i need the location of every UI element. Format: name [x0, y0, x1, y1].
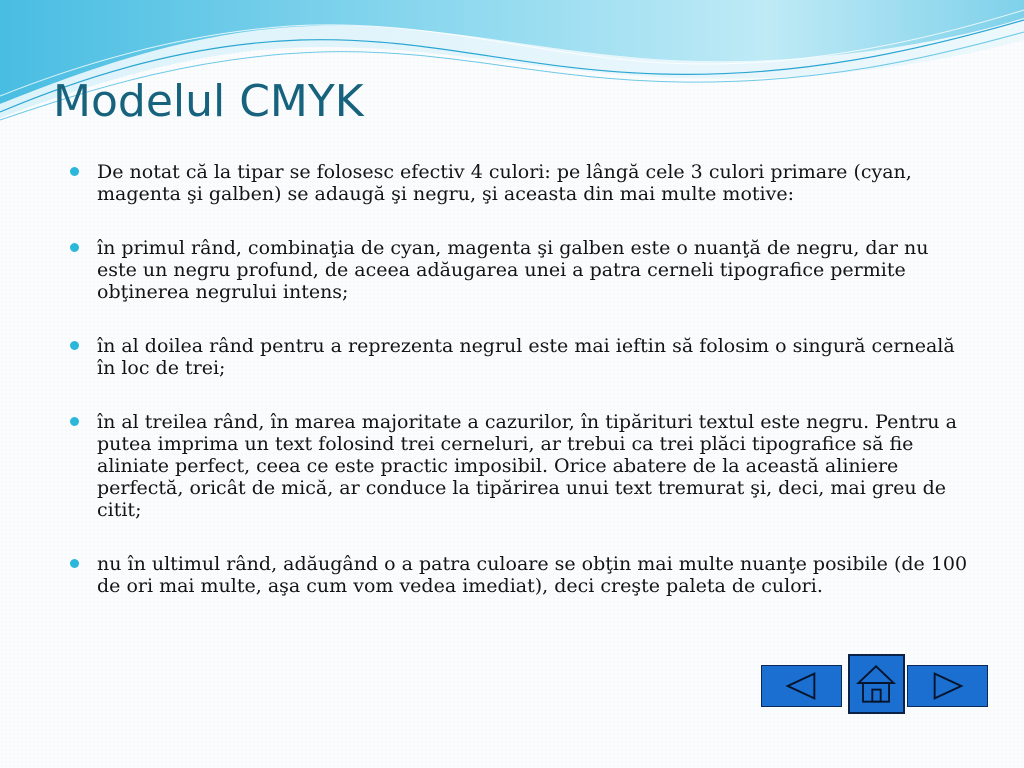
bullet-icon: [70, 417, 79, 426]
house-icon: [850, 656, 903, 712]
list-item: [70, 161, 970, 205]
page-title: Modelul CMYK: [53, 76, 364, 127]
list-item: [70, 335, 970, 379]
triangle-right-icon: [908, 666, 987, 706]
bullet-list: [70, 161, 970, 629]
home-button[interactable]: [848, 654, 905, 714]
triangle-left-icon: [762, 666, 841, 706]
previous-slide-button[interactable]: [761, 665, 842, 707]
navigation-buttons: [761, 654, 991, 716]
bullet-icon: [70, 341, 79, 350]
bullet-text: în al treilea rând, în marea majoritate a cazurilor, în tipărituri textul este negru. Pentru a putea imprima un text folosind trei cerneluri, ar trebui ca trei plăci tipografice să fie aliniate perfect, ceea ce este practic imposibil. Orice abatere de la această aliniere perfectă, oricât de mică, ar conduce la tipărirea unui text tremurat şi, deci, mai greu de citit;: [97, 411, 957, 521]
bullet-icon: [70, 243, 79, 252]
next-slide-button[interactable]: [907, 665, 988, 707]
bullet-icon: [70, 559, 79, 568]
bullet-text: De notat că la tipar se folosesc efectiv 4 culori: pe lângă cele 3 culori primare (cyan, magenta şi galben) se adaugă şi negru, şi aceasta din mai multe motive:: [97, 161, 912, 205]
list-item: [70, 237, 970, 303]
bullet-text: nu în ultimul rând, adăugând o a patra culoare se obţin mai multe nuanţe posibile (de 100 de ori mai multe, aşa cum vom vedea imediat), deci creşte paleta de culori.: [97, 553, 968, 597]
list-item: [70, 553, 970, 597]
bullet-text: în primul rând, combinaţia de cyan, magenta şi galben este o nuanţă de negru, dar nu este un negru profund, de aceea adăugarea unei a patra cerneli tipografice permite obţinerea negrului intens;: [97, 237, 929, 303]
bullet-text: în al doilea rând pentru a reprezenta negrul este mai ieftin să folosim o singură cerneală în loc de trei;: [97, 335, 955, 379]
bullet-icon: [70, 167, 79, 176]
list-item: [70, 411, 970, 521]
